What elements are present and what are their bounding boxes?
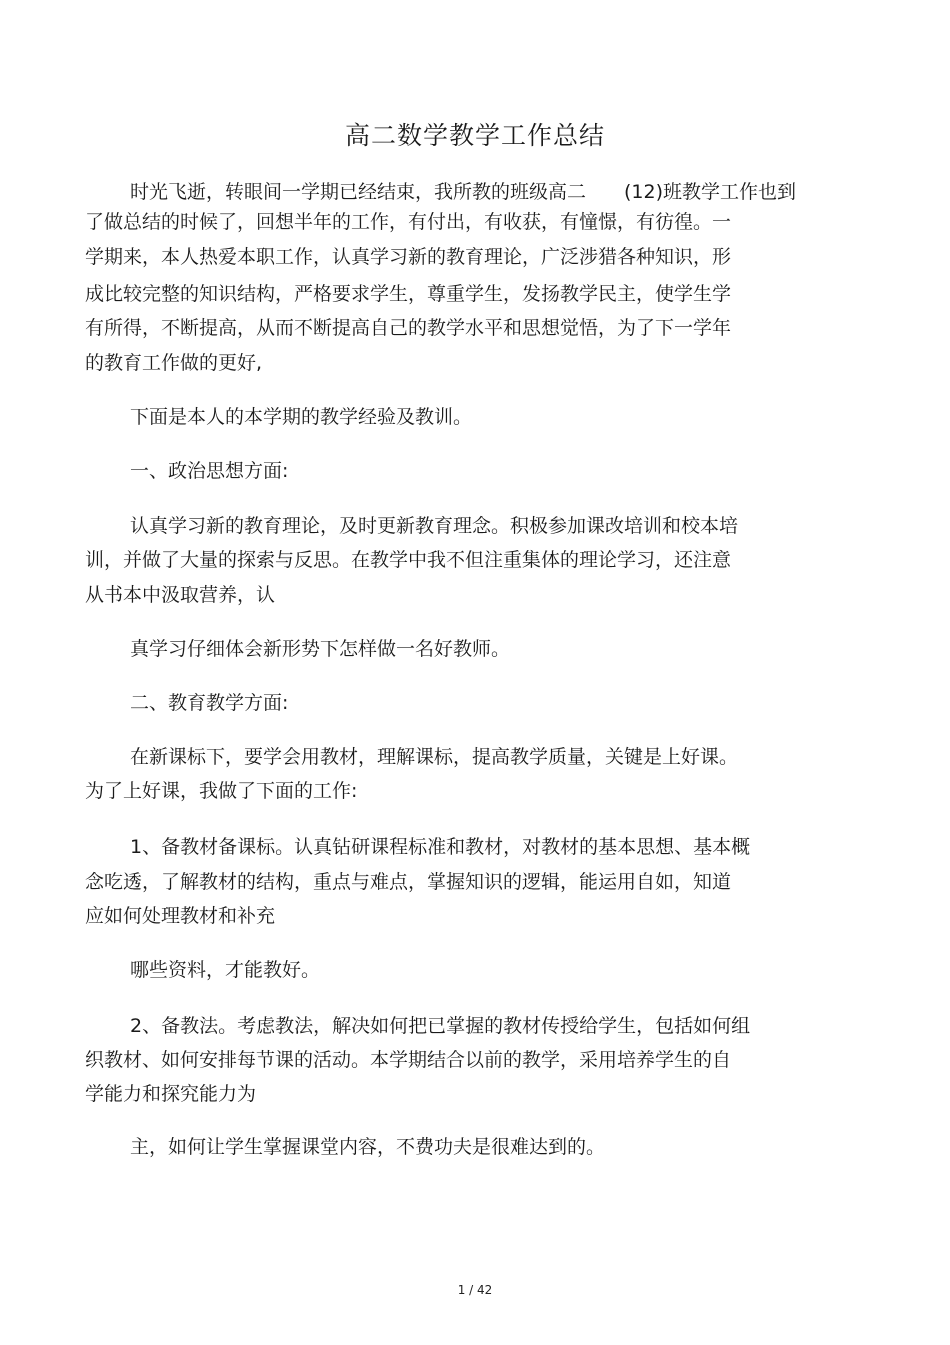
- paragraph-5-line-1: 在新课标下，要学会用教材，理解课标，提高教学质量，关键是上好课。: [130, 746, 739, 768]
- paragraph-9: 主，如何让学生掌握课堂内容，不费功夫是很难达到的。: [130, 1136, 606, 1158]
- paragraph-1-line-2: 了做总结的时候了，回想半年的工作，有付出，有收获，有憧憬，有彷徨。一: [85, 211, 732, 233]
- paragraph-7: 哪些资料，才能教好。: [130, 959, 321, 981]
- paragraph-6-line-2: 念吃透，了解教材的结构，重点与难点，掌握知识的逻辑，能运用自如，知道: [85, 871, 732, 893]
- paragraph-8-line-3: 学能力和探究能力为: [85, 1083, 257, 1105]
- document-title: 高二数学教学工作总结: [344, 121, 605, 150]
- paragraph-1-line-1: [130, 178, 796, 206]
- section-heading-1: 一、政治思想方面:: [130, 460, 289, 482]
- paragraph-1-line-5: 有所得，不断提高，从而不断提高自己的教学水平和思想觉悟，为了下一学年: [85, 317, 732, 339]
- paragraph-4: 真学习仔细体会新形势下怎样做一名好教师。: [130, 638, 511, 660]
- paragraph-1-line-4: 成比较完整的知识结构，严格要求学生，尊重学生，发扬教学民主，使学生学: [85, 283, 732, 305]
- paragraph-3-line-2: 训，并做了大量的探索与反思。在教学中我不但注重集体的理论学习，还注意: [85, 549, 732, 571]
- paragraph-1-line-3: 学期来，本人热爱本职工作，认真学习新的教育理论，广泛涉猎各种知识，形: [85, 246, 732, 268]
- paragraph-6-line-1: 1、备教材备课标。认真钻研课程标准和教材，对教材的基本思想、基本概: [130, 836, 751, 858]
- paragraph-1-line-6: 的教育工作做的更好,: [85, 352, 263, 374]
- page-number: 1 / 42: [457, 1283, 493, 1297]
- paragraph-2: 下面是本人的本学期的教学经验及教训。: [130, 406, 473, 428]
- paragraph-6-line-3: 应如何处理教材和补充: [85, 905, 276, 927]
- paragraph-1-line-1-text-a: 时光飞逝，转眼间一学期已经结束，我所教的班级高二: [130, 181, 587, 203]
- paragraph-3-line-3: 从书本中汲取营养，认: [85, 584, 276, 606]
- section-heading-2: 二、教育教学方面:: [130, 692, 289, 714]
- paragraph-8-line-2: 织教材、如何安排每节课的活动。本学期结合以前的教学，采用培养学生的自: [85, 1049, 732, 1071]
- paragraph-1-line-1-text-b: (12)班教学工作也到: [624, 181, 797, 203]
- paragraph-5-line-2: 为了上好课，我做了下面的工作:: [85, 780, 358, 802]
- paragraph-3-line-1: 认真学习新的教育理论，及时更新教育理念。积极参加课改培训和校本培: [130, 515, 739, 537]
- paragraph-8-line-1: 2、备教法。考虑教法，解决如何把已掌握的教材传授给学生，包括如何组: [130, 1015, 751, 1037]
